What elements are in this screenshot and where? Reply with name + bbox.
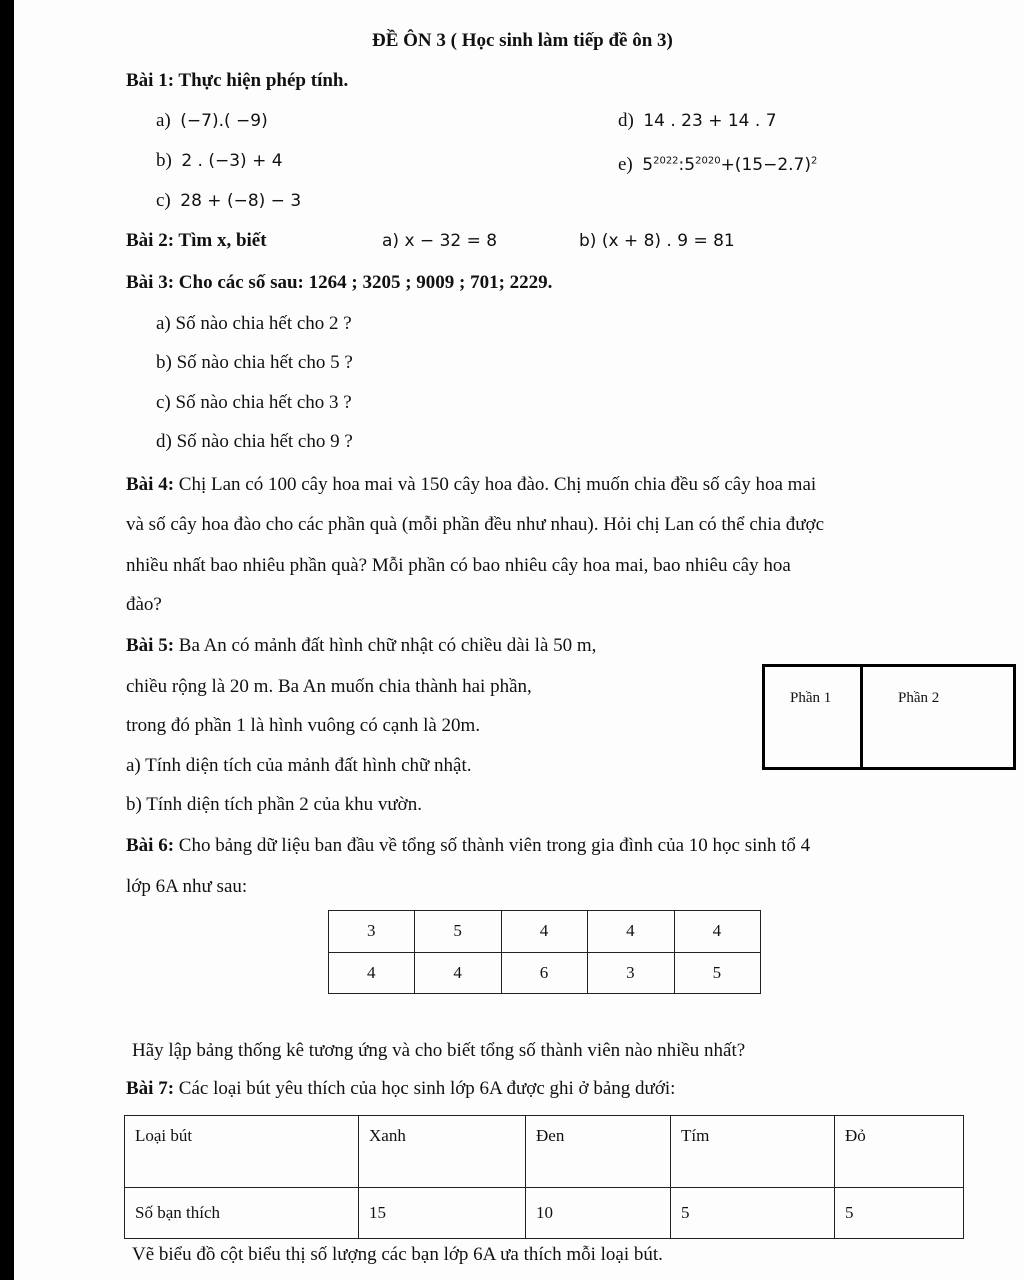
bai7-line: Bài 7: Các loại bút yêu thích của học sinh lớp 6A được ghi ở bảng dưới: xyxy=(126,1078,676,1099)
pens-table xyxy=(124,1115,964,1239)
table-cell: 3 xyxy=(329,911,415,953)
family-members-table xyxy=(328,910,761,994)
bai1-item-a: a) (−7).( −9) xyxy=(156,110,268,131)
table-cell: 3 xyxy=(588,952,674,994)
bai3-item-a: a) Số nào chia hết cho 2 ? xyxy=(156,313,352,334)
bai1-item-d: d) 14 . 23 + 14 . 7 xyxy=(618,110,777,131)
bai6-line-1: Bài 6: Cho bảng dữ liệu ban đầu về tổng số thành viên trong gia đình của 10 học sinh tổ 4 xyxy=(126,835,811,856)
table-cell: 6 xyxy=(501,952,587,994)
table-row xyxy=(329,952,761,994)
table-cell: 4 xyxy=(674,911,760,953)
table-cell: 4 xyxy=(501,911,587,953)
bai5-line-4: a) Tính diện tích của mảnh đất hình chữ nhật. xyxy=(126,755,472,776)
bai4-line-3: nhiều nhất bao nhiêu phần quà? Mỗi phần có bao nhiêu cây hoa mai, bao nhiêu cây hoa xyxy=(126,555,791,576)
bai1-heading: Bài 1: Thực hiện phép tính. xyxy=(126,70,349,91)
worksheet-page xyxy=(14,0,1024,1280)
table-cell: 10 xyxy=(526,1187,671,1238)
table-cell: Tím xyxy=(671,1116,835,1188)
bai5-line-2: chiều rộng là 20 m. Ba An muốn chia thành hai phần, xyxy=(126,676,532,697)
part1-label: Phần 1 xyxy=(790,690,832,706)
page-title: ĐỀ ÔN 3 ( Học sinh làm tiếp đề ôn 3) xyxy=(372,30,673,51)
table-row xyxy=(125,1187,964,1238)
table-cell: 5 xyxy=(835,1187,964,1238)
bai1-item-c: c) 28 + (−8) − 3 xyxy=(156,190,302,211)
bai4-line-2: và số cây hoa đào cho các phần quà (mỗi phần đều như nhau). Hỏi chị Lan có thể chia được xyxy=(126,514,825,535)
table-cell: 4 xyxy=(588,911,674,953)
bai4-line-1: Bài 4: Chị Lan có 100 cây hoa mai và 150 cây hoa đào. Chị muốn chia đều số cây hoa mai xyxy=(126,474,817,495)
bai3-item-b: b) Số nào chia hết cho 5 ? xyxy=(156,352,353,373)
bai2-item-b: b) (x + 8) . 9 = 81 xyxy=(579,231,735,251)
bai3-item-c: c) Số nào chia hết cho 3 ? xyxy=(156,392,352,413)
table-cell: Đỏ xyxy=(835,1116,964,1188)
bai6-question: Hãy lập bảng thống kê tương ứng và cho biết tổng số thành viên nào nhiều nhất? xyxy=(132,1040,746,1061)
bai7-footer: Vẽ biểu đồ cột biểu thị số lượng các bạn lớp 6A ưa thích mỗi loại bút. xyxy=(132,1244,663,1265)
bai1-item-b: b) 2 . (−3) + 4 xyxy=(156,150,283,171)
table-cell: 5 xyxy=(671,1187,835,1238)
table-row xyxy=(125,1116,964,1188)
table-cell: 4 xyxy=(415,952,501,994)
bai1-item-e: e) $5^{2022}:5^{2020}+(15-2.7)^2$ xyxy=(618,154,818,175)
table-row xyxy=(329,911,761,953)
table-cell: Đen xyxy=(526,1116,671,1188)
table-cell: 15 xyxy=(359,1187,526,1238)
bai3-heading: Bài 3: Cho các số sau: 1264 ; 3205 ; 9009 ; 701; 2229. xyxy=(126,272,553,293)
bai5-line-5: b) Tính diện tích phần 2 của khu vườn. xyxy=(126,794,422,815)
bai3-item-d: d) Số nào chia hết cho 9 ? xyxy=(156,431,353,452)
part2-label: Phần 2 xyxy=(898,690,940,706)
table-cell: 5 xyxy=(415,911,501,953)
table-cell: Loại bút xyxy=(125,1116,359,1188)
bai2-heading: Bài 2: Tìm x, biết xyxy=(126,230,267,251)
bai5-line-1: Bài 5: Ba An có mảnh đất hình chữ nhật có chiều dài là 50 m, xyxy=(126,635,597,656)
table-cell: 5 xyxy=(674,952,760,994)
table-cell: Số bạn thích xyxy=(125,1187,359,1238)
table-cell: 4 xyxy=(329,952,415,994)
bai6-line-2: lớp 6A như sau: xyxy=(126,876,248,897)
bai4-line-4: đào? xyxy=(126,594,162,615)
table-cell: Xanh xyxy=(359,1116,526,1188)
land-divider xyxy=(860,664,863,770)
bai5-line-3: trong đó phần 1 là hình vuông có cạnh là 20m. xyxy=(126,715,481,736)
bai2-item-a: a) x − 32 = 8 xyxy=(382,231,498,251)
land-diagram xyxy=(762,664,1016,770)
